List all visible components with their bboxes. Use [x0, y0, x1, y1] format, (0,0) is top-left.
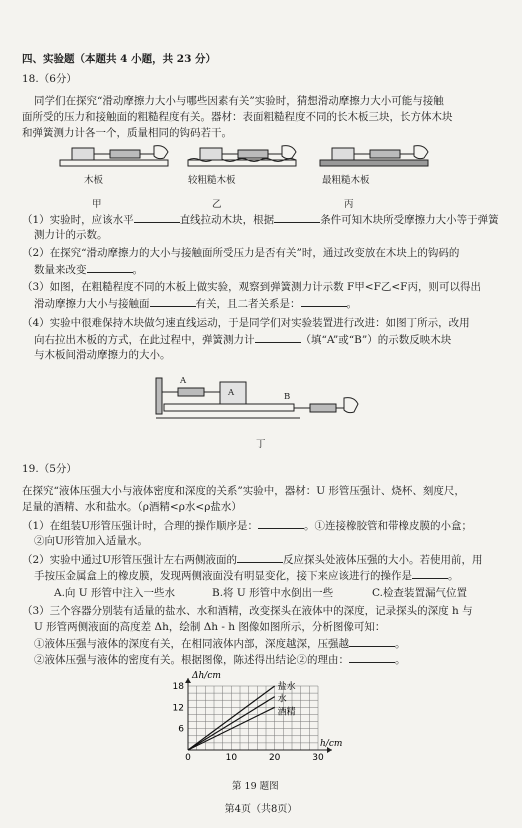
x-tick-label: 10: [225, 753, 238, 763]
q19-s2-line1: （2）实验中通过U形管压强计左右两侧液面的 反应探头处液体压强的大小。若使用前，用: [22, 554, 483, 566]
page-footer: 第4页（共8页）: [224, 804, 298, 815]
q18-intro-2: 面所受的压力和接触面的粗糙程度有关。器材：表面粗糙程度不同的长木板三块，长方体木块: [22, 111, 453, 123]
q19-fig-caption: 第 19 题图: [232, 781, 279, 792]
section-title: 四、实验题（本题共 4 小题，共 23 分）: [22, 53, 217, 65]
q18-s4-line2: 向右拉出木板的方式，在此过程中，弹簧测力计 （填“A”或“B”）的示数反映木块: [34, 334, 452, 346]
fig-label-3: 最粗糙木板: [322, 175, 370, 186]
blank-18-4[interactable]: [255, 332, 301, 343]
y-axis-label: Δh/cm: [192, 671, 221, 681]
fig4-block-label: A: [228, 388, 235, 398]
blank-18-1b[interactable]: [274, 212, 320, 223]
series-label: 酒精: [277, 707, 296, 718]
blank-18-3a[interactable]: [150, 296, 196, 307]
q19-number: 19.（5分）: [22, 463, 77, 475]
q19-intro-2: 足量的酒精、水和盐水。（ρ酒精<ρ水<ρ盐水）: [22, 501, 242, 513]
q19-s1-line1: （1）在组装U形管压强计时，合理的操作顺序是： 。①连接橡胶管和带橡皮膜的小盒；: [22, 520, 473, 532]
blank-18-1a[interactable]: [134, 212, 180, 223]
y-tick-label: 12: [172, 703, 184, 714]
x-tick-label: 20: [268, 753, 281, 763]
fig-label-2: 较粗糙木板: [188, 175, 236, 186]
q18-s2-line1: （2）在探究“滑动摩擦力的大小与接触面所受压力是否有关”时，通过改变放在木块上的钩码的: [22, 247, 460, 259]
blank-18-3b[interactable]: [301, 296, 347, 307]
fig-label-1: 木板: [84, 175, 104, 186]
blank-19-3b[interactable]: [349, 652, 395, 663]
fig-sublabel-1: 甲: [92, 199, 102, 210]
setup-yi: [188, 146, 296, 166]
q18-s1-line2: 测力计的示数。: [34, 229, 108, 241]
q19-s2-line2: 手按压金属盒上的橡皮膜，发现两侧液面没有明显变化，接下来应该进行的操作是 。: [34, 570, 459, 582]
fig4-label-B: B: [284, 392, 291, 402]
y-tick-label: 6: [178, 724, 184, 735]
x-axis-label: h/cm: [320, 739, 343, 749]
q18-s4-line1: （4）实验中很难保持木块做匀速直线运动，于是同学们对实验装置进行改进：如图丁所示，改用: [22, 317, 470, 329]
blank-19-3a[interactable]: [349, 636, 395, 647]
blank-19-2a[interactable]: [237, 552, 283, 563]
blank-19-1[interactable]: [258, 518, 304, 529]
q18-number: 18.（6分）: [22, 73, 77, 85]
q18-s2-line2: 数量来改变 。: [34, 264, 143, 276]
q19-s1-line2: ②向U形管加入适量水。: [34, 535, 148, 547]
y-axis-arrow: [185, 678, 191, 683]
q19-option-b: B.将 U 形管中水倒出一些: [212, 587, 334, 599]
series-label: 水: [277, 694, 287, 705]
setup-bing: [320, 146, 428, 166]
fig4-caption: 丁: [256, 439, 266, 450]
q19-chart: [160, 670, 360, 770]
q18-s3-line1: （3）如图，在粗糙程度不同的木板上做实验，观察到弹簧测力计示数 F甲<F乙<F丙，则可以得出: [22, 281, 481, 293]
fig4-label-A: A: [180, 376, 187, 386]
y-tick-label: 18: [172, 682, 184, 692]
q19-s3-line1: （3）三个容器分别装有适量的盐水、水和酒精，改变探头在液体中的深度，记录探头的深度 h 与: [22, 605, 473, 617]
series-label: 盐水: [277, 682, 296, 692]
q18-s1-line1: （1）实验时，应该水平 直线拉动木块，根据 条件可知木块所受摩擦力大小等于弹簧: [22, 214, 499, 226]
x-tick-label: 0: [185, 753, 191, 763]
q19-option-a: A.向 U 形管中注入一些水: [54, 587, 175, 599]
q18-s4-line3: 与木板间滑动摩擦力的大小。: [34, 349, 171, 361]
q18-setup-figures: [58, 140, 458, 172]
setup-jia: [60, 146, 168, 166]
q19-s3-line2: U 形管两侧液面的高度差 Δh，绘制 Δh - h 图像如图所示，分析图像可知：: [34, 621, 386, 633]
q18-s3-line2: 滑动摩擦力大小与接触面 有关，且二者关系是： 。: [34, 298, 357, 310]
fig-sublabel-2: 乙: [212, 199, 222, 210]
fig-sublabel-3: 丙: [344, 199, 354, 210]
q19-option-c: C.检查装置漏气位置: [372, 587, 467, 599]
q18-intro-1: 同学们在探究“滑动摩擦力大小与哪些因素有关”实验时，猜想滑动摩擦力大小可能与接触: [34, 95, 444, 107]
blank-18-2[interactable]: [87, 262, 133, 273]
q19-conclusion-1: ①液体压强与液体的深度有关，在相同液体内部，深度越深，压强越 。: [34, 638, 406, 650]
q19-intro-1: 在探究“液体压强大小与液体密度和深度的关系”实验中，器材：U 形管压强计、烧杯、刻度尺，: [22, 485, 465, 497]
q19-conclusion-2: ②液体压强与液体的密度有关。根据图像，陈述得出结论②的理由： 。: [34, 654, 406, 666]
q18-intro-3: 和弹簧测力计各一个，质量相同的钩码若干。: [22, 127, 232, 139]
x-tick-label: 30: [312, 753, 324, 763]
blank-19-2b[interactable]: [412, 568, 448, 579]
